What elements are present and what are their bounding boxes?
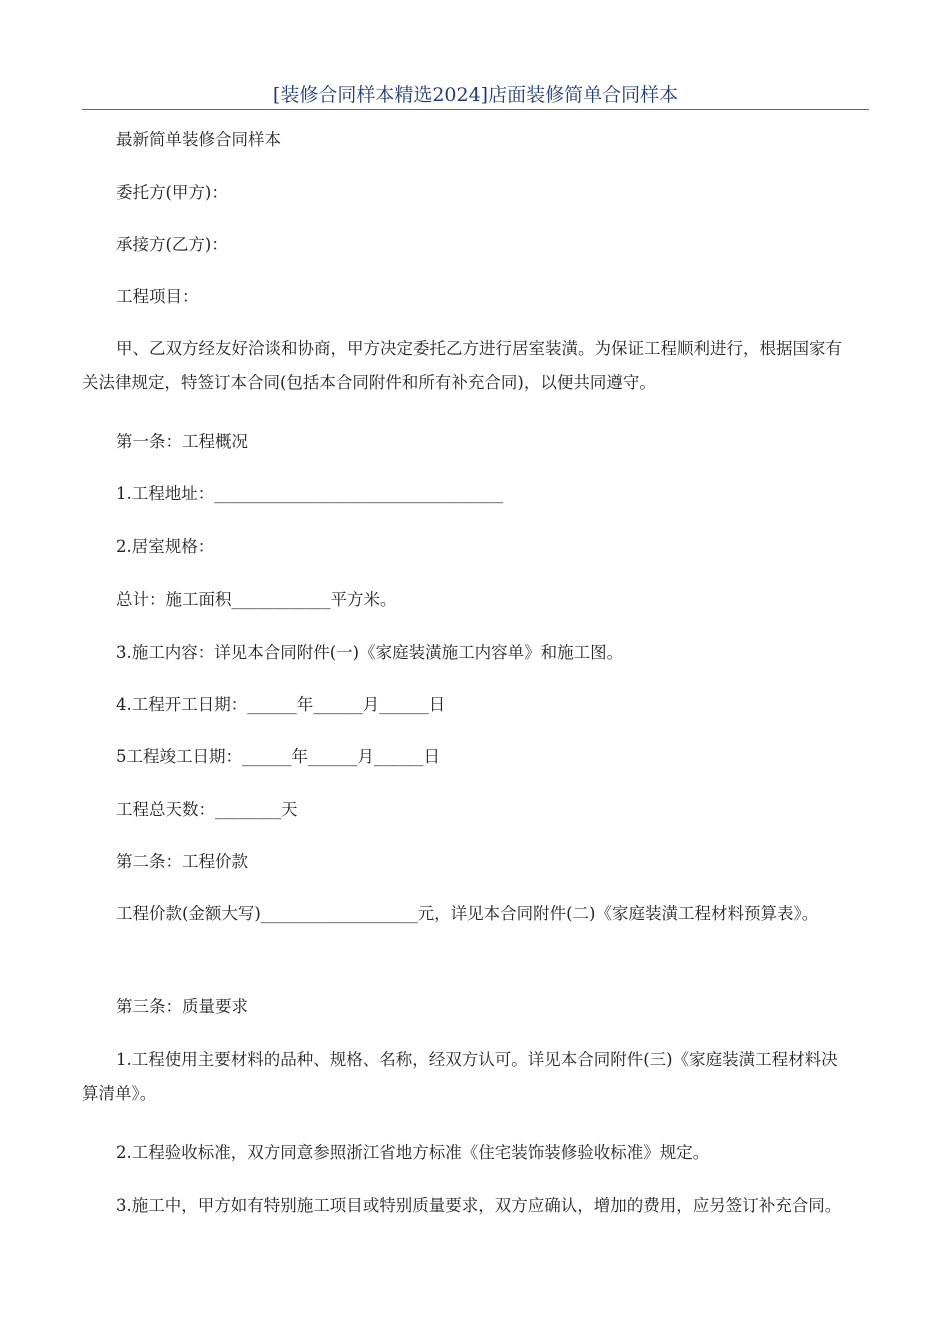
room-spec-line: 2.居室规格：	[116, 537, 215, 556]
party-a-line: 委托方(甲方)：	[116, 183, 228, 202]
completion-date-line: 5工程竣工日期：______年______月______日	[116, 747, 440, 766]
project-address-line: 1.工程地址：___________________________________	[116, 484, 503, 503]
construction-content-line: 3.施工内容：详见本合同附件(一)《家庭装潢施工内容单》和施工图。	[116, 643, 624, 662]
article-2-heading: 第二条：工程价款	[116, 852, 248, 871]
article-3-heading: 第三条：质量要求	[116, 997, 248, 1016]
acceptance-standard-line: 2.工程验收标准，双方同意参照浙江省地方标准《住宅装饰装修验收标准》规定。	[116, 1143, 710, 1162]
project-line: 工程项目：	[116, 287, 199, 306]
materials-paragraph: 1.工程使用主要材料的品种、规格、名称，经双方认可。详见本合同附件(三)《家庭装潢工程材料决算清单》。	[82, 1050, 838, 1103]
preamble-paragraph: 甲、乙双方经友好洽谈和协商，甲方决定委托乙方进行居室装潢。为保证工程顺利进行，根据国家有关法律规定，特签订本合同(包括本合同附件和所有补充合同)，以便共同遵守。	[82, 339, 842, 392]
page-title: [装修合同样本精选2024]店面装修简单合同样本	[272, 84, 679, 106]
party-b-line: 承接方(乙方)：	[116, 235, 228, 254]
article-1-heading: 第一条：工程概况	[116, 432, 248, 451]
total-days-line: 工程总天数：________天	[116, 800, 298, 819]
price-paragraph: 工程价款(金额大写)___________________元，详见本合同附件(二)《家庭装潢工程材料预算表》。	[116, 904, 819, 923]
total-area-line: 总计：施工面积____________平方米。	[116, 590, 397, 609]
document-subtitle: 最新简单装修合同样本	[116, 130, 281, 149]
start-date-line: 4.工程开工日期：______年______月______日	[116, 695, 446, 714]
header-divider	[82, 109, 869, 110]
special-requirements-paragraph: 3.施工中，甲方如有特别施工项目或特别质量要求，双方应确认，增加的费用，应另签订补充合同。	[116, 1196, 842, 1215]
